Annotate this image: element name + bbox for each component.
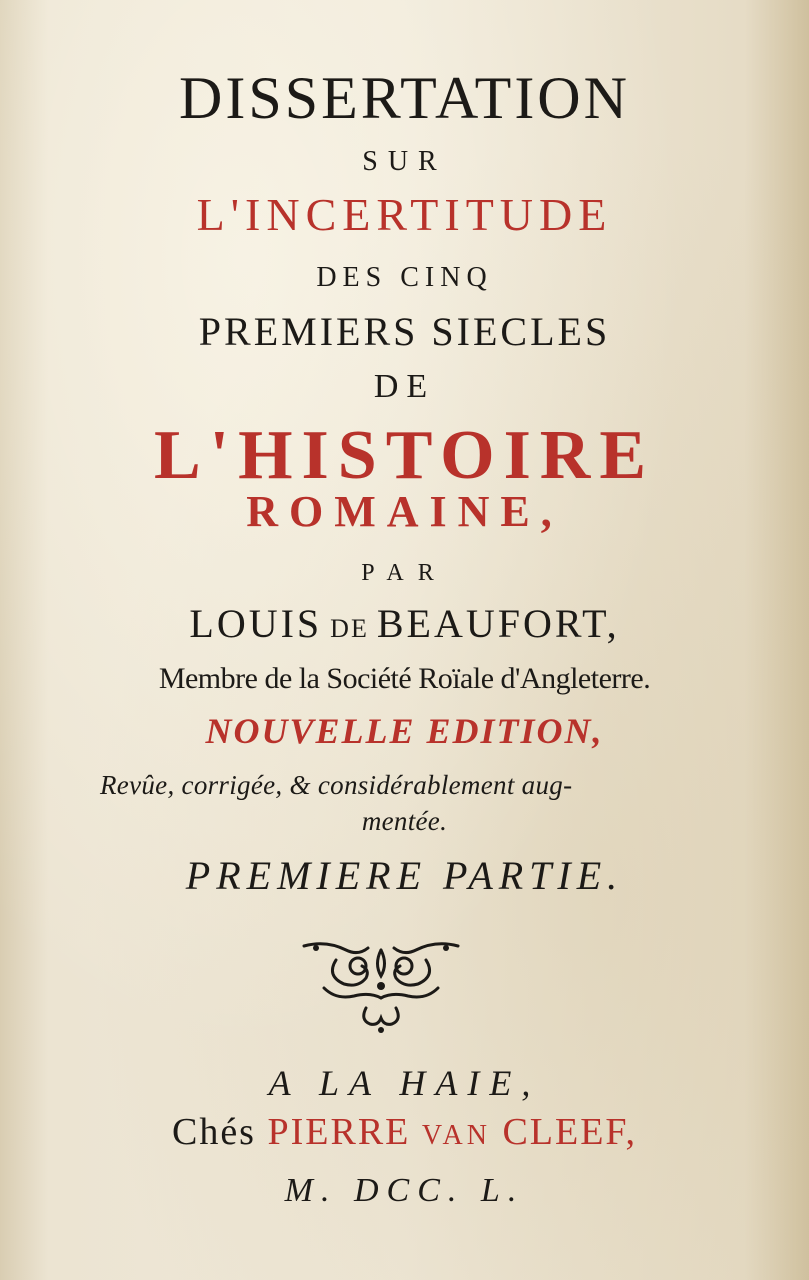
imprint-place: A LA HAIE, [268,1063,541,1103]
title-histoire: L'HISTOIRE [153,417,656,494]
revision-note-line-1: Revûe, corrigée, & considérablement aug- [100,770,573,800]
printer-last-name: CLEEF, [502,1111,638,1153]
part-label: PREMIERE PARTIE. [185,853,624,898]
author-membership: Membre de la Société Roïale d'Angleterre. [158,662,651,695]
title-incertitude: L'INCERTITUDE [196,189,613,240]
title-des-cinq: DES CINQ [316,262,493,293]
printer-first-name: PIERRE [267,1111,411,1153]
title-sur: SUR [362,146,447,177]
title-premiers-siecles: PREMIERS SIECLES [198,309,611,354]
author-particle: DE [330,614,369,643]
by-label: PAR [361,560,448,586]
title: DISSERTATION [179,65,630,131]
title-de: DE [373,368,436,405]
author-first-name: LOUIS [189,601,323,646]
printer-ches: Chés [171,1111,256,1153]
edition-statement: NOUVELLE EDITION, [205,711,604,751]
title-romaine: ROMAINE, [246,487,563,536]
imprint-date: M. DCC. L. [284,1172,525,1209]
author-name [0,600,809,647]
printers-ornament-icon [296,936,466,1036]
imprint-printer [0,1110,809,1154]
revision-note-line-2: mentée. [361,806,448,836]
author-last-name: BEAUFORT, [376,601,620,646]
printer-particle: VAN [421,1120,491,1151]
